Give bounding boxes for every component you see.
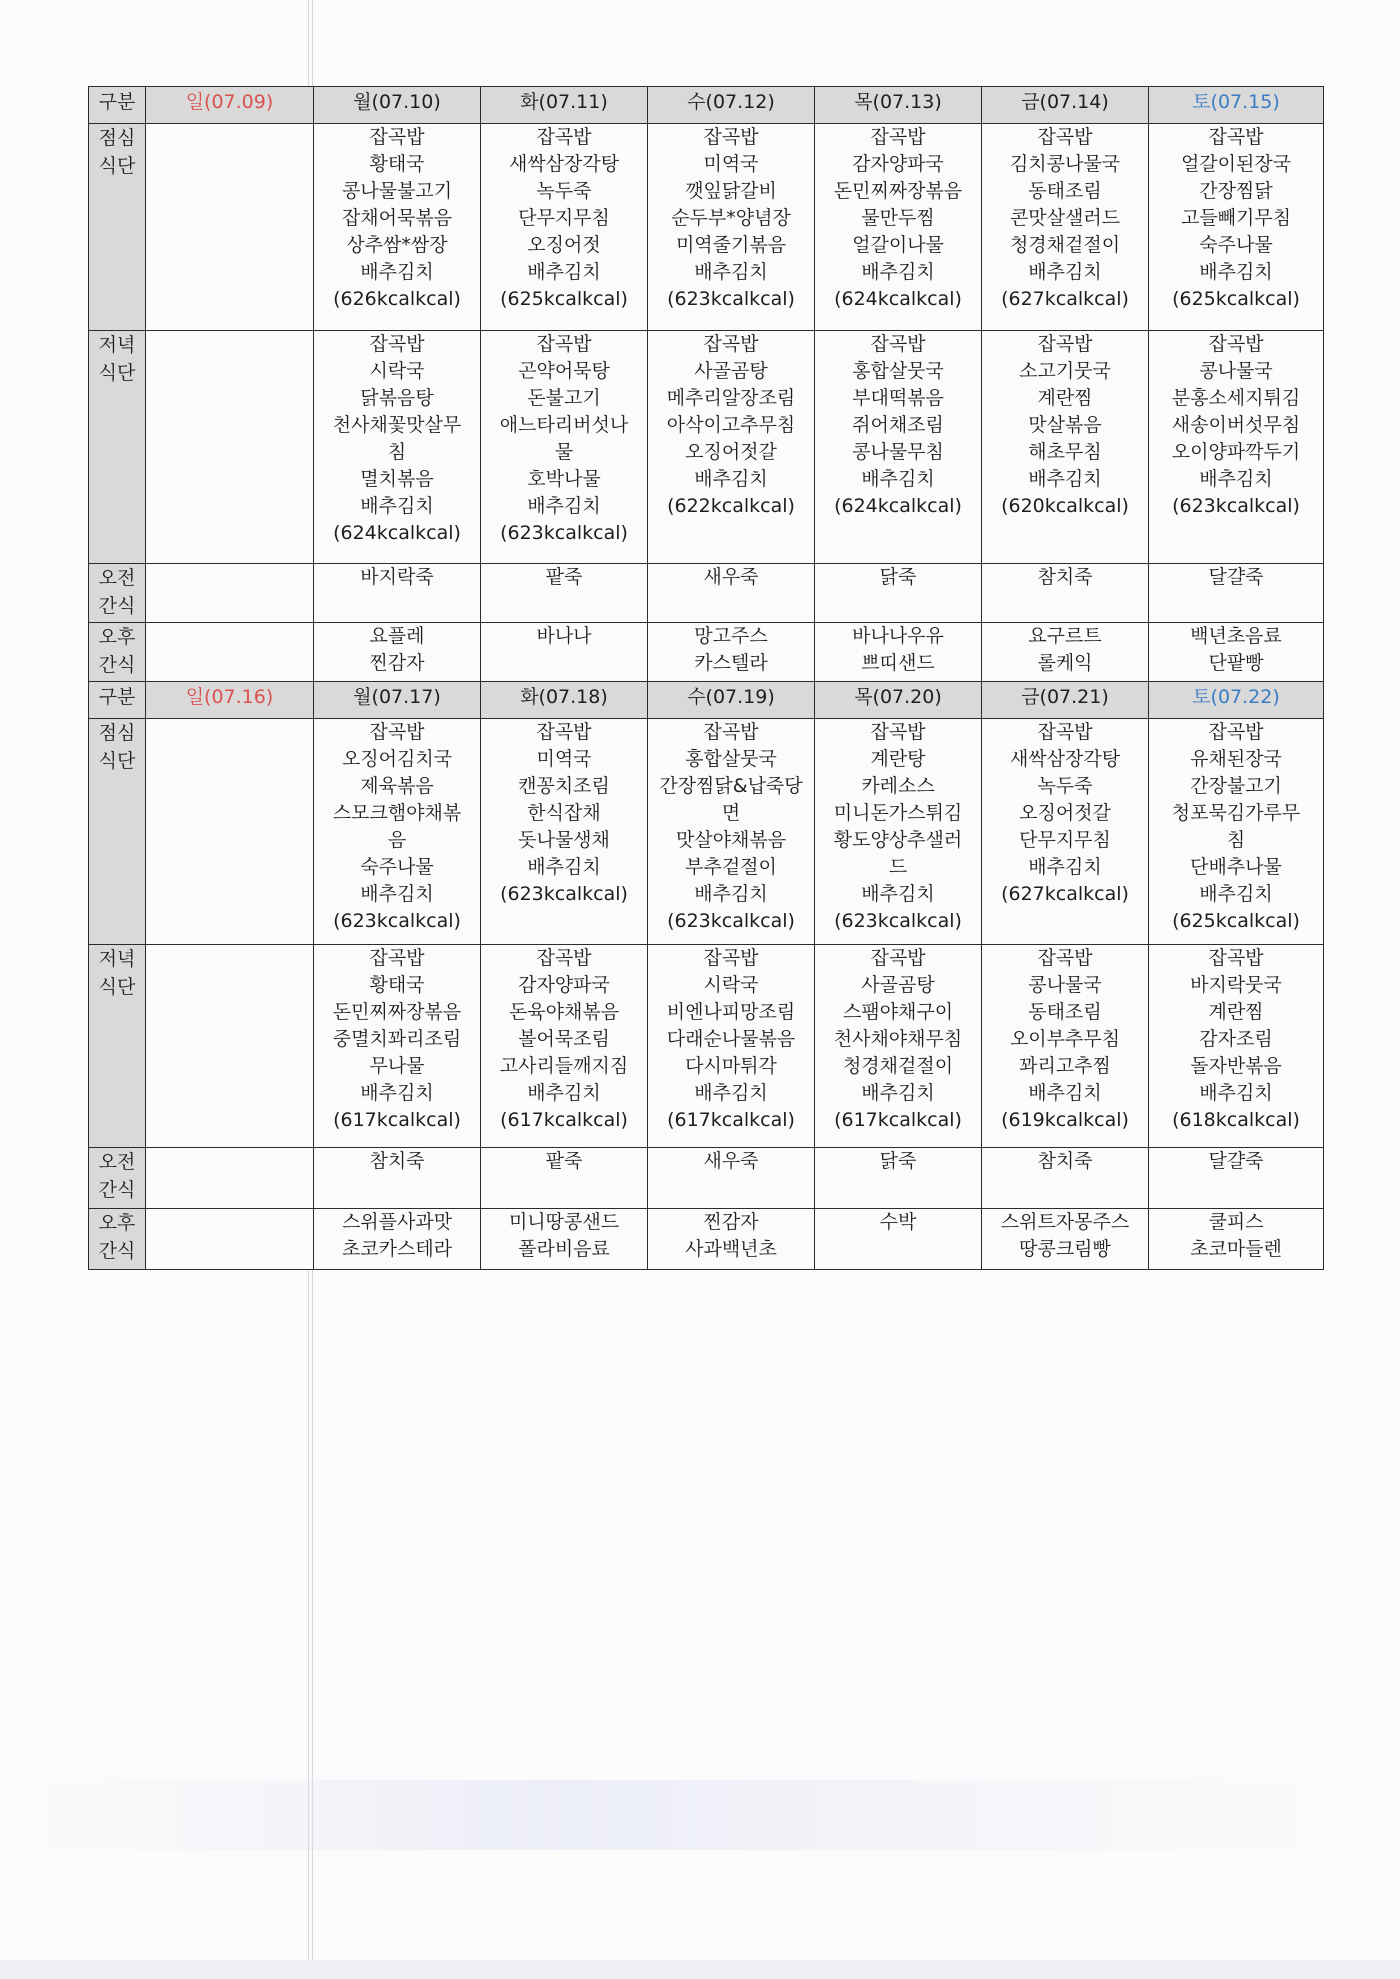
am-snack-cell [481, 1148, 648, 1209]
menu-items: 잡곡밥 오징어김치국 제육볶음 스모크햄야채볶 음 숙주나물 배추김치 (623kcalkcal) [332, 721, 462, 932]
day-header: 목(07.20) [815, 682, 982, 719]
menu-items: 새우죽 [703, 566, 759, 588]
menu-items: 요플레 찐감자 [369, 625, 425, 674]
menu-items: 잡곡밥 황태국 돈민찌짜장볶음 중멸치꽈리조림 무나물 배추김치 (617kcalkcal) [332, 947, 462, 1131]
pm-snack-cell [815, 1209, 982, 1270]
am-snack-cell [146, 1148, 314, 1209]
am-snack-cell [648, 564, 815, 623]
am-snack-cell [481, 564, 648, 623]
am-snack-cell [146, 564, 314, 623]
lunch-cell [815, 719, 982, 945]
pm-snack-cell [314, 623, 481, 682]
pm-snack-cell [648, 623, 815, 682]
menu-items: 참치죽 [1037, 566, 1093, 588]
lunch-cell [815, 124, 982, 331]
menu-items: 잡곡밥 콩나물국 동태조림 오이부추무침 꽈리고추찜 배추김치 (619kcalkcal) [1001, 947, 1129, 1131]
menu-items: 잡곡밥 유채된장국 간장불고기 청포묵김가루무 침 단배추나물 배추김치 (625kcalkcal) [1171, 721, 1301, 932]
menu-items: 잡곡밥 미역국 깻잎닭갈비 순두부*양념장 미역줄기볶음 배추김치 (623kcalkcal) [667, 126, 795, 310]
lunch-cell [648, 124, 815, 331]
menu-items: 요구르트 롤케익 [1028, 625, 1102, 674]
menu-items: 잡곡밥 홍합살뭇국 부대떡볶음 쥐어채조림 콩나물무침 배추김치 (624kcalkcal) [834, 333, 962, 517]
day-header: 화(07.18) [481, 682, 648, 719]
lunch-row [89, 124, 1324, 331]
row-label: 점심 식단 [89, 719, 146, 945]
pm-snack-cell [815, 623, 982, 682]
dinner-cell [982, 945, 1149, 1148]
menu-items: 달걀죽 [1208, 1150, 1264, 1172]
menu-items: 잡곡밥 곤약어묵탕 돈불고기 애느타리버섯나 물 호박나물 배추김치 (623kcalkcal) [499, 333, 629, 544]
lunch-cell [314, 124, 481, 331]
menu-items: 잡곡밥 계란탕 카레소스 미니돈가스튀김 황도양상추샐러 드 배추김치 (623kcalkcal) [833, 721, 963, 932]
pm-snack-cell [1149, 623, 1324, 682]
menu-items: 팥죽 [545, 566, 583, 588]
menu-items: 백년초음료 단팥빵 [1190, 625, 1282, 674]
am-snack-cell [815, 1148, 982, 1209]
menu-items: 잡곡밥 콩나물국 분홍소세지튀김 새송이버섯무침 오이양파깍두기 배추김치 (623kcalkcal) [1171, 333, 1301, 517]
am-snack-cell [314, 564, 481, 623]
week-header-row [89, 682, 1324, 719]
dinner-cell [815, 945, 982, 1148]
row-label: 저녁 식단 [89, 331, 146, 564]
category-header: 구분 [89, 87, 146, 124]
lunch-cell [314, 719, 481, 945]
menu-items: 망고주스 카스텔라 [694, 625, 768, 674]
menu-items: 달걀죽 [1208, 566, 1264, 588]
day-header: 토(07.15) [1149, 87, 1324, 124]
menu-items: 잡곡밥 시락국 닭볶음탕 천사채꽃맛살무 침 멸치볶음 배추김치 (624kcalkcal) [332, 333, 462, 544]
pm-snack-cell [1149, 1209, 1324, 1270]
page-bottom-edge [0, 1960, 1400, 1979]
day-header: 월(07.17) [314, 682, 481, 719]
dinner-cell [648, 331, 815, 564]
dinner-cell [1149, 945, 1324, 1148]
menu-items: 잡곡밥 바지락뭇국 계란찜 감자조림 돌자반볶음 배추김치 (618kcalkcal) [1172, 947, 1300, 1131]
day-header: 금(07.21) [982, 682, 1149, 719]
menu-items: 잡곡밥 홍합살뭇국 간장찜닭&납죽당 면 맛살야채볶음 부추겉절이 배추김치 (623kcalkcal) [659, 721, 803, 932]
meal-plan-table [88, 86, 1324, 1270]
menu-items: 스위트자몽주스 땅콩크림빵 [1000, 1211, 1130, 1260]
pm-snack-cell [481, 623, 648, 682]
pm-snack-cell [982, 1209, 1149, 1270]
row-label: 오후 간식 [89, 1209, 146, 1270]
lunch-cell [648, 719, 815, 945]
dinner-cell [1149, 331, 1324, 564]
lunch-cell [1149, 124, 1324, 331]
menu-items: 팥죽 [545, 1150, 583, 1172]
row-label: 오전 간식 [89, 1148, 146, 1209]
lunch-cell [982, 124, 1149, 331]
menu-items: 쿨피스 초코마들렌 [1190, 1211, 1282, 1260]
lunch-cell [146, 719, 314, 945]
pm-snack-cell [146, 1209, 314, 1270]
dinner-cell [314, 945, 481, 1148]
pm-snack-cell [481, 1209, 648, 1270]
pm-snack-row [89, 1209, 1324, 1270]
menu-items: 잡곡밥 감자양파국 돈민찌짜장볶음 물만두찜 얼갈이나물 배추김치 (624kcalkcal) [833, 126, 963, 310]
pm-snack-cell [146, 623, 314, 682]
day-header: 일(07.09) [146, 87, 314, 124]
menu-items: 참치죽 [1037, 1150, 1093, 1172]
am-snack-cell [815, 564, 982, 623]
menu-items: 스위플사과맛 초코카스테라 [341, 1211, 453, 1260]
dinner-cell [146, 945, 314, 1148]
row-label: 저녁 식단 [89, 945, 146, 1148]
day-header: 화(07.11) [481, 87, 648, 124]
day-header: 월(07.10) [314, 87, 481, 124]
menu-items: 바지락죽 [360, 566, 434, 588]
dinner-cell [314, 331, 481, 564]
menu-items: 수박 [879, 1211, 917, 1233]
category-header: 구분 [89, 682, 146, 719]
menu-items: 잡곡밥 시락국 비엔나피망조림 다래순나물볶음 다시마튀각 배추김치 (617kcalkcal) [666, 947, 796, 1131]
menu-items: 닭죽 [879, 1150, 917, 1172]
menu-items: 잡곡밥 감자양파국 돈육야채볶음 볼어묵조림 고사리들깨지짐 배추김치 (617kcalkcal) [499, 947, 629, 1131]
day-header: 수(07.19) [648, 682, 815, 719]
day-header: 금(07.14) [982, 87, 1149, 124]
menu-items: 잡곡밥 새싹삼장각탕 녹두죽 단무지무침 오징어젓 배추김치 (625kcalkcal) [500, 126, 628, 310]
menu-items: 바나나우유 쁘띠샌드 [852, 625, 944, 674]
day-header: 목(07.13) [815, 87, 982, 124]
dinner-cell [648, 945, 815, 1148]
day-header: 수(07.12) [648, 87, 815, 124]
meal-plan-document [88, 86, 1323, 1270]
menu-items: 참치죽 [369, 1150, 425, 1172]
menu-items: 찐감자 사과백년초 [685, 1211, 777, 1260]
lunch-cell [481, 719, 648, 945]
menu-items: 잡곡밥 미역국 캔꽁치조림 한식잡채 돗나물생채 배추김치 (623kcalkcal) [500, 721, 628, 905]
week-header-row [89, 87, 1324, 124]
menu-items: 닭죽 [879, 566, 917, 588]
row-label: 점심 식단 [89, 124, 146, 331]
lunch-row [89, 719, 1324, 945]
day-header: 일(07.16) [146, 682, 314, 719]
menu-items: 바나나 [536, 625, 592, 647]
row-label: 오전 간식 [89, 564, 146, 623]
scan-smudge [30, 1780, 1330, 1850]
dinner-cell [481, 945, 648, 1148]
row-label: 오후 간식 [89, 623, 146, 682]
dinner-row [89, 945, 1324, 1148]
menu-items: 잡곡밥 김치콩나물국 동태조림 콘맛살샐러드 청경채겉절이 배추김치 (627kcalkcal) [1001, 126, 1129, 310]
menu-items: 잡곡밥 사골곰탕 스팸야채구이 천사채야채무침 청경채겉절이 배추김치 (617kcalkcal) [833, 947, 963, 1131]
menu-items: 잡곡밥 새싹삼장각탕 녹두죽 오징어젓갈 단무지무침 배추김치 (627kcalkcal) [1001, 721, 1129, 905]
pm-snack-cell [648, 1209, 815, 1270]
lunch-cell [146, 124, 314, 331]
menu-items: 새우죽 [703, 1150, 759, 1172]
pm-snack-row [89, 623, 1324, 682]
am-snack-cell [982, 1148, 1149, 1209]
pm-snack-cell [314, 1209, 481, 1270]
dinner-cell [982, 331, 1149, 564]
lunch-cell [481, 124, 648, 331]
am-snack-cell [1149, 1148, 1324, 1209]
am-snack-cell [982, 564, 1149, 623]
dinner-row [89, 331, 1324, 564]
dinner-cell [481, 331, 648, 564]
am-snack-cell [314, 1148, 481, 1209]
menu-items: 미니땅콩샌드 폴라비음료 [508, 1211, 620, 1260]
menu-items: 잡곡밥 사골곰탕 메추리알장조림 아삭이고추무침 오징어젓갈 배추김치 (622kcalkcal) [666, 333, 796, 517]
dinner-cell [815, 331, 982, 564]
day-header: 토(07.22) [1149, 682, 1324, 719]
menu-items: 잡곡밥 소고기뭇국 계란찜 맛살볶음 해초무침 배추김치 (620kcalkcal) [1001, 333, 1129, 517]
menu-items: 잡곡밥 얼갈이된장국 간장찜닭 고들빼기무침 숙주나물 배추김치 (625kcalkcal) [1172, 126, 1300, 310]
pm-snack-cell [982, 623, 1149, 682]
menu-items: 잡곡밥 황태국 콩나물불고기 잡채어묵볶음 상추쌈*쌈장 배추김치 (626kcalkcal) [333, 126, 461, 310]
am-snack-row [89, 564, 1324, 623]
lunch-cell [982, 719, 1149, 945]
lunch-cell [1149, 719, 1324, 945]
am-snack-cell [648, 1148, 815, 1209]
dinner-cell [146, 331, 314, 564]
am-snack-cell [1149, 564, 1324, 623]
am-snack-row [89, 1148, 1324, 1209]
